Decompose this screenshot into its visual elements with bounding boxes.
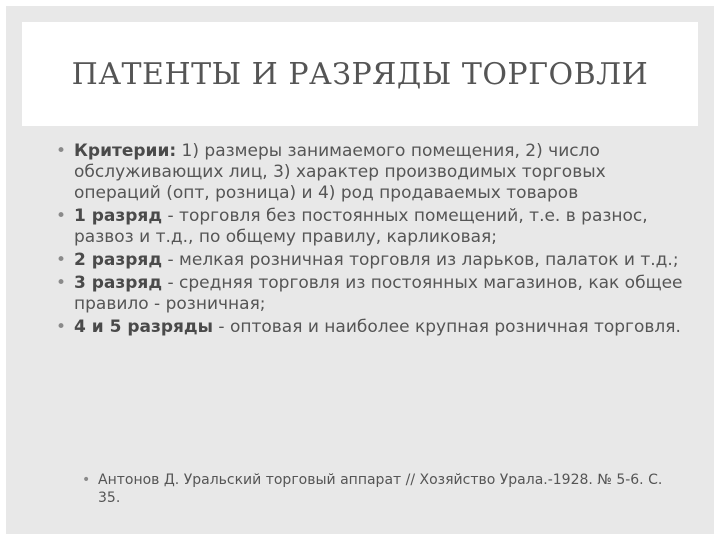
bullet-item-rank-1	[52, 206, 692, 248]
bullet-dot-icon: •	[82, 472, 91, 488]
title-panel	[22, 22, 698, 126]
bullet-text: - торговля без постоянных помещений, т.е. в разнос, развоз и т.д., по общему правилу, карликовая;	[74, 206, 648, 247]
slide-title: ПАТЕНТЫ И РАЗРЯДЫ ТОРГОВЛИ	[71, 56, 649, 92]
bullet-dot-icon: •	[56, 317, 67, 337]
bullet-list	[52, 141, 692, 340]
reference-item	[80, 471, 680, 507]
bullet-heading: 1 разряд	[74, 206, 163, 226]
bullet-heading: 3 разряд	[74, 273, 163, 293]
bullet-dot-icon: •	[56, 273, 67, 293]
reference-list	[80, 471, 680, 507]
bullet-item-rank-4-5	[52, 317, 692, 338]
reference-text: Антонов Д. Уральский торговый аппарат // Хозяйство Урала.-1928. № 5-6. С. 35.	[98, 472, 663, 506]
bullet-heading: 4 и 5 разряды	[74, 317, 214, 337]
bullet-text: 1) размеры занимаемого помещения, 2) число обслуживающих лиц, 3) характер производимых торговых операций (опт, розница) и 4) род продаваемых товаров	[74, 141, 606, 203]
bullet-text: - мелкая розничная торговля из ларьков, палаток и т.д.;	[162, 250, 679, 270]
bullet-text: - оптовая и наиболее крупная розничная торговля.	[213, 317, 681, 337]
bullet-item-rank-3	[52, 273, 692, 315]
bullet-item-rank-2	[52, 250, 692, 271]
bullet-dot-icon: •	[56, 250, 67, 270]
bullet-text: - средняя торговля из постоянных магазинов, как общее правило - розничная;	[74, 273, 683, 314]
bullet-heading: Критерии:	[74, 141, 177, 161]
bullet-heading: 2 разряд	[74, 250, 163, 270]
slide	[6, 6, 714, 534]
bullet-item-criteria	[52, 141, 692, 204]
bullet-dot-icon: •	[56, 141, 67, 161]
bullet-dot-icon: •	[56, 206, 67, 226]
